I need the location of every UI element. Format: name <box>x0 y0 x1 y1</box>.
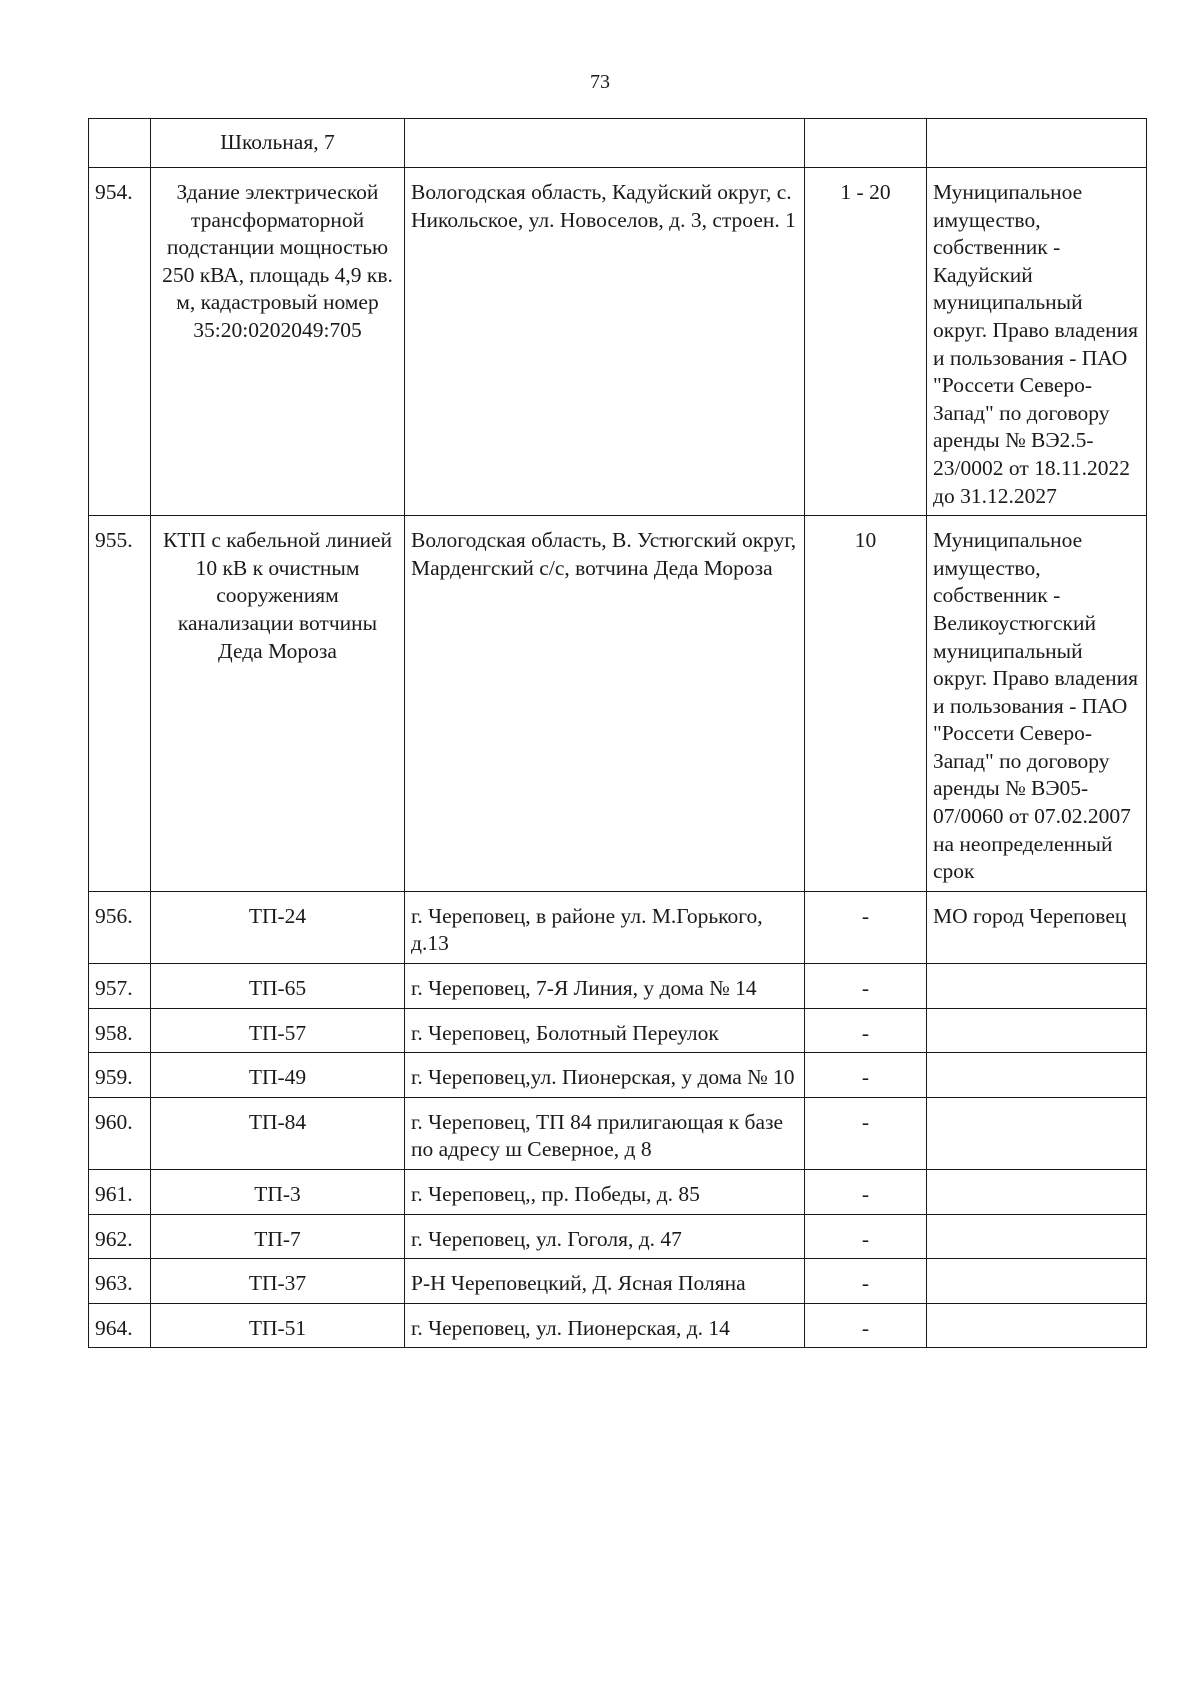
object-name-cell: ТП-49 <box>151 1053 405 1098</box>
owner-cell <box>927 1008 1147 1053</box>
owner-cell <box>927 964 1147 1009</box>
owner-cell: Муниципальное имущество, собственник - Кадуйский муниципальный округ. Право владения и пользования - ПАО "Россети Северо-Запад" по договору аренды № ВЭ2.5-23/0002 от 18.11.2022 до 31.12.2027 <box>927 168 1147 516</box>
row-number-cell: 963. <box>89 1259 151 1304</box>
row-number-cell: 964. <box>89 1303 151 1348</box>
owner-cell <box>927 1053 1147 1098</box>
length-cell: - <box>805 1053 927 1098</box>
address-cell: г. Череповец, 7-Я Линия, у дома № 14 <box>405 964 805 1009</box>
table-row <box>89 168 1147 516</box>
table-row <box>89 964 1147 1009</box>
owner-cell <box>927 1214 1147 1259</box>
table-row <box>89 1303 1147 1348</box>
row-number-cell: 959. <box>89 1053 151 1098</box>
table-row <box>89 516 1147 892</box>
table-row <box>89 1008 1147 1053</box>
table-row <box>89 1097 1147 1169</box>
row-number-cell: 955. <box>89 516 151 892</box>
object-name-cell: Школьная, 7 <box>151 119 405 168</box>
row-number-cell: 954. <box>89 168 151 516</box>
address-cell: Вологодская область, В. Устюгский округ, Марденгский с/с, вотчина Деда Мороза <box>405 516 805 892</box>
object-name-cell: ТП-57 <box>151 1008 405 1053</box>
object-name-cell: ТП-84 <box>151 1097 405 1169</box>
address-cell: г. Череповец, ул. Гоголя, д. 47 <box>405 1214 805 1259</box>
length-cell: - <box>805 1097 927 1169</box>
length-cell: - <box>805 1259 927 1304</box>
length-cell <box>805 119 927 168</box>
length-cell: 10 <box>805 516 927 892</box>
owner-cell <box>927 1259 1147 1304</box>
row-number-cell: 958. <box>89 1008 151 1053</box>
table-row <box>89 1259 1147 1304</box>
table-row-continuation <box>89 119 1147 168</box>
table-row <box>89 1170 1147 1215</box>
row-number-cell: 957. <box>89 964 151 1009</box>
owner-cell: МО город Череповец <box>927 891 1147 963</box>
object-name-cell: ТП-3 <box>151 1170 405 1215</box>
object-name-cell: ТП-37 <box>151 1259 405 1304</box>
owner-cell <box>927 1097 1147 1169</box>
length-cell: - <box>805 891 927 963</box>
length-cell: - <box>805 1214 927 1259</box>
owner-cell <box>927 119 1147 168</box>
row-number-cell: 962. <box>89 1214 151 1259</box>
object-name-cell: ТП-7 <box>151 1214 405 1259</box>
owner-cell <box>927 1303 1147 1348</box>
property-registry-table <box>88 118 1147 1348</box>
length-cell: - <box>805 1170 927 1215</box>
object-name-cell: ТП-51 <box>151 1303 405 1348</box>
address-cell: Р-Н Череповецкий, Д. Ясная Поляна <box>405 1259 805 1304</box>
object-name-cell: ТП-65 <box>151 964 405 1009</box>
owner-cell: Муниципальное имущество, собственник - Великоустюгский муниципальный округ. Право владения и пользования - ПАО "Россети Северо-Запад" по договору аренды № ВЭ05-07/0060 от 07.02.2007 на неопределенный срок <box>927 516 1147 892</box>
address-cell: г. Череповец, в районе ул. М.Горького, д.13 <box>405 891 805 963</box>
page-number: 73 <box>590 71 610 93</box>
address-cell: г. Череповец, ТП 84 прилигающая к базе по адресу ш Северное, д 8 <box>405 1097 805 1169</box>
table-row <box>89 891 1147 963</box>
address-cell: г. Череповец, Болотный Переулок <box>405 1008 805 1053</box>
row-number-cell: 961. <box>89 1170 151 1215</box>
address-cell <box>405 119 805 168</box>
row-number-cell: 960. <box>89 1097 151 1169</box>
object-name-cell: ТП-24 <box>151 891 405 963</box>
object-name-cell: Здание электрической трансформаторной подстанции мощностью 250 кВА, площадь 4,9 кв. м, кадастровый номер 35:20:0202049:705 <box>151 168 405 516</box>
object-name-cell: КТП с кабельной линией 10 кВ к очистным сооружениям канализации вотчины Деда Мороза <box>151 516 405 892</box>
length-cell: - <box>805 964 927 1009</box>
address-cell: г. Череповец,, пр. Победы, д. 85 <box>405 1170 805 1215</box>
address-cell: г. Череповец, ул. Пионерская, д. 14 <box>405 1303 805 1348</box>
address-cell: Вологодская область, Кадуйский округ, с. Никольское, ул. Новоселов, д. 3, строен. 1 <box>405 168 805 516</box>
row-number-cell <box>89 119 151 168</box>
length-cell: - <box>805 1008 927 1053</box>
length-cell: 1 - 20 <box>805 168 927 516</box>
table-row <box>89 1053 1147 1098</box>
length-cell: - <box>805 1303 927 1348</box>
address-cell: г. Череповец,ул. Пионерская, у дома № 10 <box>405 1053 805 1098</box>
table-row <box>89 1214 1147 1259</box>
owner-cell <box>927 1170 1147 1215</box>
row-number-cell: 956. <box>89 891 151 963</box>
